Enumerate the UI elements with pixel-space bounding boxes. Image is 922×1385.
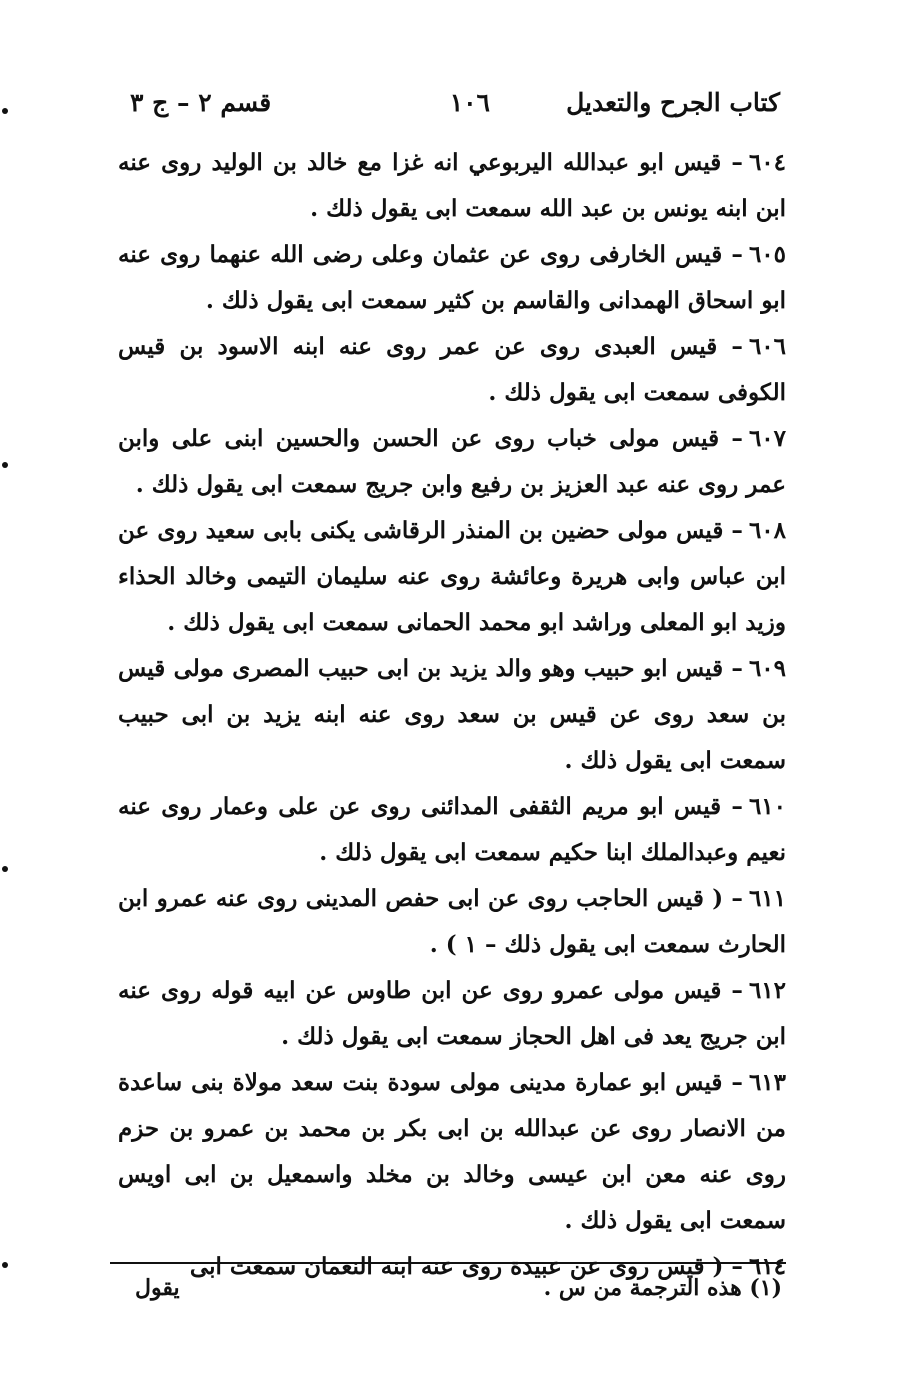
entry-text: – قيس مولى عمرو روى عن ابن طاوس عن ابيه قوله روى عنه ابن جريج يعد فى اهل الحجاز سمعت ابى يقول ذلك .	[118, 977, 786, 1050]
running-header	[130, 88, 780, 128]
entry-number: ٦٠٨	[748, 517, 786, 544]
entry-text: – ( قيس الحاجب روى عن ابى حفص المدينى روى عنه عمرو ابن الحارث سمعت ابى يقول ذلك – ١ ) .	[118, 885, 786, 958]
entry-609	[118, 646, 786, 784]
entry-608	[118, 508, 786, 646]
entry-number: ٦١١	[748, 885, 786, 912]
book-title: كتاب الجرح والتعديل	[566, 88, 780, 117]
footnote-divider	[110, 1262, 786, 1264]
entry-text: – قيس العبدى روى عن عمر روى عنه ابنه الاسود بن قيس الكوفى سمعت ابى يقول ذلك .	[118, 333, 786, 406]
entry-605	[118, 232, 786, 324]
entry-number: ٦١٣	[748, 1069, 786, 1096]
catchword: يقول	[135, 1275, 180, 1301]
entry-number: ٦٠٧	[748, 425, 786, 452]
entry-607	[118, 416, 786, 508]
entry-number: ٦٠٤	[748, 149, 786, 176]
entry-text: – قيس ابو عبدالله اليربوعي انه غزا مع خالد بن الوليد روى عنه ابن ابنه يونس بن عبد الله سمعت ابى يقول ذلك .	[118, 149, 786, 222]
entry-606	[118, 324, 786, 416]
entry-text: – ( قيس روى عن عبيدة روى عنه ابنه النعمان سمعت ابى	[189, 1253, 743, 1280]
entry-612	[118, 968, 786, 1060]
entry-text: – قيس ابو عمارة مدينى مولى سودة بنت سعد مولاة بنى ساعدة من الانصار روى عن عبدالله بن ابى بكر بن محمد بن عمرو بن حزم روى عنه معن ابن عيسى وخالد بن مخلد واسمعيل بن ابى اويس سمعت ابى يقول ذلك .	[118, 1069, 786, 1234]
scan-speck	[2, 108, 8, 114]
entry-610	[118, 784, 786, 876]
main-text	[118, 140, 786, 1290]
footnote: (١) هذه الترجمة من س .	[543, 1275, 782, 1301]
entry-text: – قيس مولى حضين بن المنذر الرقاشى يكنى بابى سعيد روى عن ابن عباس وابى هريرة وعائشة روى عنه سليمان التيمى وخالد الحذاء وزيد ابو المعلى وراشد ابو محمد الحمانى سمعت ابى يقول ذلك .	[118, 517, 786, 636]
entry-number: ٦١٤	[748, 1253, 786, 1280]
scan-speck	[2, 1262, 8, 1268]
entry-611	[118, 876, 786, 968]
page-number: ١٠٦	[449, 88, 490, 117]
entry-text: – قيس ابو حبيب وهو والد يزيد بن ابى حبيب المصرى مولى قيس بن سعد روى عن قيس بن سعد روى عنه ابنه يزيد بن ابى حبيب سمعت ابى يقول ذلك .	[118, 655, 786, 774]
entry-number: ٦٠٦	[748, 333, 786, 360]
entry-text: – قيس الخارفى روى عن عثمان وعلى رضى الله عنهما روى عنه ابو اسحاق الهمدانى والقاسم بن كثير سمعت ابى يقول ذلك .	[118, 241, 786, 314]
entry-number: ٦٠٥	[748, 241, 786, 268]
entry-613	[118, 1060, 786, 1244]
volume-part: قسم ٢ – ج ٣	[130, 88, 272, 117]
scan-speck	[2, 462, 8, 468]
entry-text: – قيس ابو مريم الثقفى المدائنى روى عن على وعمار روى عنه نعيم وعبدالملك ابنا حكيم سمعت ابى يقول ذلك .	[118, 793, 786, 866]
entry-number: ٦٠٩	[748, 655, 786, 682]
entry-text: – قيس مولى خباب روى عن الحسن والحسين ابنى على وابن عمر روى عنه عبد العزيز بن رفيع وابن جريج سمعت ابى يقول ذلك .	[118, 425, 786, 498]
entry-604	[118, 140, 786, 232]
scan-speck	[2, 866, 8, 872]
entry-number: ٦١٠	[748, 793, 786, 820]
entry-number: ٦١٢	[748, 977, 786, 1004]
